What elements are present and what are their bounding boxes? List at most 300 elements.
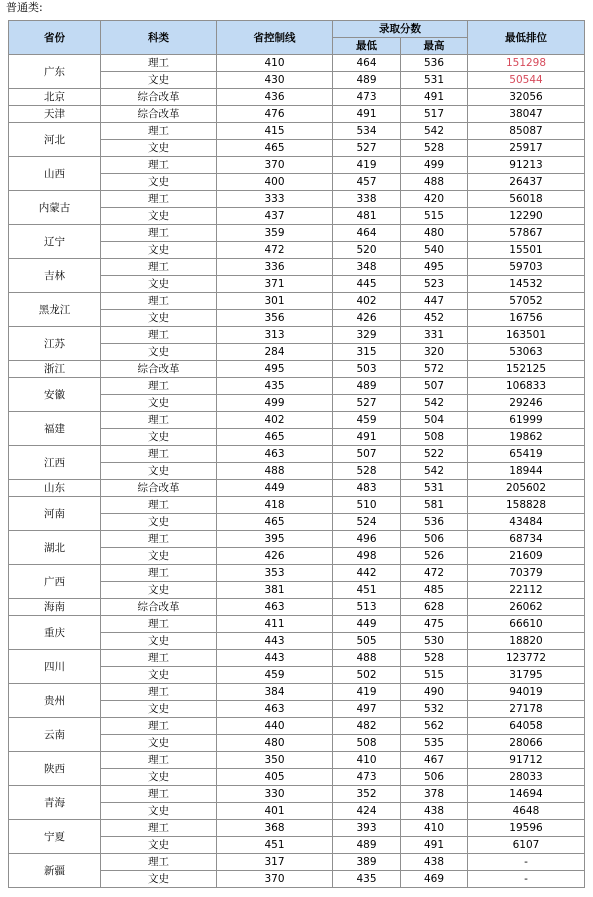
category-cell: 文史 (101, 276, 217, 293)
min-score-cell: 489 (333, 837, 401, 854)
min-rank-cell: 29246 (468, 395, 585, 412)
max-score-cell: 515 (401, 667, 468, 684)
category-cell: 文史 (101, 72, 217, 89)
max-score-cell: 526 (401, 548, 468, 565)
min-score-cell: 473 (333, 89, 401, 106)
min-score-cell: 527 (333, 140, 401, 157)
control-line-cell: 463 (217, 446, 333, 463)
min-score-cell: 449 (333, 616, 401, 633)
category-cell: 理工 (101, 225, 217, 242)
table-header (9, 21, 585, 55)
category-cell: 文史 (101, 548, 217, 565)
table-row (9, 480, 585, 497)
control-line-cell: 463 (217, 599, 333, 616)
category-cell: 理工 (101, 412, 217, 429)
max-score-cell: 331 (401, 327, 468, 344)
table-row (9, 157, 585, 174)
max-score-cell: 472 (401, 565, 468, 582)
control-line-cell: 463 (217, 701, 333, 718)
table-row (9, 786, 585, 803)
control-line-cell: 336 (217, 259, 333, 276)
control-line-cell: 480 (217, 735, 333, 752)
min-score-cell: 410 (333, 752, 401, 769)
control-line-cell: 353 (217, 565, 333, 582)
category-cell: 文史 (101, 803, 217, 820)
max-score-cell: 452 (401, 310, 468, 327)
table-row (9, 361, 585, 378)
min-rank-cell: 27178 (468, 701, 585, 718)
category-cell: 理工 (101, 820, 217, 837)
max-score-cell: 540 (401, 242, 468, 259)
control-line-cell: 401 (217, 803, 333, 820)
min-score-cell: 488 (333, 650, 401, 667)
min-score-cell: 459 (333, 412, 401, 429)
province-cell: 安徽 (9, 378, 101, 412)
min-rank-cell: 15501 (468, 242, 585, 259)
category-cell: 文史 (101, 871, 217, 888)
min-rank-cell: 6107 (468, 837, 585, 854)
province-cell: 江西 (9, 446, 101, 480)
min-score-cell: 505 (333, 633, 401, 650)
category-cell: 文史 (101, 582, 217, 599)
control-line-cell: 449 (217, 480, 333, 497)
min-rank-cell: 43484 (468, 514, 585, 531)
category-cell: 文史 (101, 769, 217, 786)
control-line-cell: 370 (217, 157, 333, 174)
min-rank-cell: 64058 (468, 718, 585, 735)
table-row (9, 225, 585, 242)
max-score-cell: 536 (401, 55, 468, 72)
min-rank-cell: 152125 (468, 361, 585, 378)
min-rank-cell: 53063 (468, 344, 585, 361)
max-score-cell: 531 (401, 480, 468, 497)
category-cell: 理工 (101, 565, 217, 582)
control-line-cell: 418 (217, 497, 333, 514)
header-category: 科类 (101, 21, 217, 55)
category-cell: 理工 (101, 157, 217, 174)
table-row (9, 820, 585, 837)
min-score-cell: 464 (333, 55, 401, 72)
min-rank-cell: 22112 (468, 582, 585, 599)
control-line-cell: 330 (217, 786, 333, 803)
province-cell: 辽宁 (9, 225, 101, 259)
category-cell: 综合改革 (101, 480, 217, 497)
max-score-cell: 485 (401, 582, 468, 599)
max-score-cell: 467 (401, 752, 468, 769)
control-line-cell: 371 (217, 276, 333, 293)
min-score-cell: 508 (333, 735, 401, 752)
table-row (9, 327, 585, 344)
min-rank-cell: 26062 (468, 599, 585, 616)
header-admission-scores: 录取分数 (333, 21, 468, 38)
table-row (9, 123, 585, 140)
max-score-cell: 628 (401, 599, 468, 616)
table-row (9, 293, 585, 310)
min-rank-cell: 85087 (468, 123, 585, 140)
category-cell: 理工 (101, 531, 217, 548)
province-cell: 云南 (9, 718, 101, 752)
control-line-cell: 436 (217, 89, 333, 106)
max-score-cell: 531 (401, 72, 468, 89)
min-rank-cell: 28066 (468, 735, 585, 752)
control-line-cell: 426 (217, 548, 333, 565)
max-score-cell: 572 (401, 361, 468, 378)
table-row (9, 378, 585, 395)
control-line-cell: 317 (217, 854, 333, 871)
table-body (9, 55, 585, 888)
control-line-cell: 499 (217, 395, 333, 412)
category-cell: 综合改革 (101, 361, 217, 378)
table-row (9, 259, 585, 276)
min-rank-cell: 70379 (468, 565, 585, 582)
min-score-cell: 451 (333, 582, 401, 599)
max-score-cell: 536 (401, 514, 468, 531)
category-cell: 理工 (101, 752, 217, 769)
category-cell: 文史 (101, 140, 217, 157)
province-cell: 广东 (9, 55, 101, 89)
min-rank-cell: 68734 (468, 531, 585, 548)
max-score-cell: 488 (401, 174, 468, 191)
control-line-cell: 400 (217, 174, 333, 191)
min-score-cell: 496 (333, 531, 401, 548)
min-score-cell: 510 (333, 497, 401, 514)
control-line-cell: 443 (217, 633, 333, 650)
category-cell: 文史 (101, 208, 217, 225)
category-cell: 文史 (101, 667, 217, 684)
table-row (9, 531, 585, 548)
max-score-cell: 438 (401, 854, 468, 871)
table-row (9, 497, 585, 514)
category-cell: 文史 (101, 735, 217, 752)
table-row (9, 89, 585, 106)
min-rank-cell: 91213 (468, 157, 585, 174)
province-cell: 重庆 (9, 616, 101, 650)
min-rank-cell: 56018 (468, 191, 585, 208)
header-min-score: 最低 (333, 38, 401, 55)
category-cell: 文史 (101, 514, 217, 531)
control-line-cell: 430 (217, 72, 333, 89)
min-score-cell: 419 (333, 157, 401, 174)
control-line-cell: 465 (217, 429, 333, 446)
category-cell: 文史 (101, 174, 217, 191)
max-score-cell: 523 (401, 276, 468, 293)
max-score-cell: 491 (401, 89, 468, 106)
category-cell: 文史 (101, 701, 217, 718)
max-score-cell: 562 (401, 718, 468, 735)
max-score-cell: 530 (401, 633, 468, 650)
max-score-cell: 517 (401, 106, 468, 123)
min-score-cell: 352 (333, 786, 401, 803)
min-rank-cell: 57052 (468, 293, 585, 310)
min-score-cell: 482 (333, 718, 401, 735)
max-score-cell: 491 (401, 837, 468, 854)
min-score-cell: 424 (333, 803, 401, 820)
category-cell: 理工 (101, 718, 217, 735)
category-cell: 综合改革 (101, 106, 217, 123)
min-rank-cell: 25917 (468, 140, 585, 157)
header-province: 省份 (9, 21, 101, 55)
min-score-cell: 481 (333, 208, 401, 225)
category-cell: 理工 (101, 497, 217, 514)
min-rank-cell: 50544 (468, 72, 585, 89)
min-rank-cell: 26437 (468, 174, 585, 191)
min-score-cell: 497 (333, 701, 401, 718)
category-cell: 理工 (101, 55, 217, 72)
control-line-cell: 437 (217, 208, 333, 225)
min-score-cell: 435 (333, 871, 401, 888)
category-cell: 文史 (101, 429, 217, 446)
category-cell: 文史 (101, 344, 217, 361)
control-line-cell: 395 (217, 531, 333, 548)
category-cell: 理工 (101, 684, 217, 701)
control-line-cell: 488 (217, 463, 333, 480)
max-score-cell: 528 (401, 650, 468, 667)
min-score-cell: 464 (333, 225, 401, 242)
max-score-cell: 508 (401, 429, 468, 446)
province-cell: 河南 (9, 497, 101, 531)
min-rank-cell: 12290 (468, 208, 585, 225)
min-rank-cell: 4648 (468, 803, 585, 820)
max-score-cell: 480 (401, 225, 468, 242)
min-rank-cell: 31795 (468, 667, 585, 684)
min-score-cell: 442 (333, 565, 401, 582)
category-cell: 文史 (101, 633, 217, 650)
min-rank-cell: 163501 (468, 327, 585, 344)
province-cell: 河北 (9, 123, 101, 157)
min-score-cell: 389 (333, 854, 401, 871)
min-rank-cell: 205602 (468, 480, 585, 497)
section-caption: 普通类: (6, 1, 43, 14)
control-line-cell: 440 (217, 718, 333, 735)
admission-scores-table (8, 20, 585, 888)
min-score-cell: 520 (333, 242, 401, 259)
control-line-cell: 405 (217, 769, 333, 786)
control-line-cell: 370 (217, 871, 333, 888)
min-rank-cell: 18820 (468, 633, 585, 650)
category-cell: 理工 (101, 191, 217, 208)
control-line-cell: 415 (217, 123, 333, 140)
control-line-cell: 472 (217, 242, 333, 259)
min-score-cell: 524 (333, 514, 401, 531)
min-rank-cell: 66610 (468, 616, 585, 633)
max-score-cell: 490 (401, 684, 468, 701)
max-score-cell: 447 (401, 293, 468, 310)
table-row (9, 446, 585, 463)
control-line-cell: 495 (217, 361, 333, 378)
control-line-cell: 443 (217, 650, 333, 667)
min-rank-cell: 91712 (468, 752, 585, 769)
max-score-cell: 542 (401, 395, 468, 412)
min-score-cell: 507 (333, 446, 401, 463)
min-score-cell: 402 (333, 293, 401, 310)
province-cell: 内蒙古 (9, 191, 101, 225)
category-cell: 理工 (101, 650, 217, 667)
max-score-cell: 499 (401, 157, 468, 174)
control-line-cell: 359 (217, 225, 333, 242)
table-row (9, 718, 585, 735)
max-score-cell: 504 (401, 412, 468, 429)
control-line-cell: 384 (217, 684, 333, 701)
min-rank-cell: 151298 (468, 55, 585, 72)
control-line-cell: 465 (217, 514, 333, 531)
max-score-cell: 378 (401, 786, 468, 803)
table-row (9, 55, 585, 72)
header-control-line: 省控制线 (217, 21, 333, 55)
min-score-cell: 502 (333, 667, 401, 684)
province-cell: 吉林 (9, 259, 101, 293)
control-line-cell: 402 (217, 412, 333, 429)
category-cell: 文史 (101, 395, 217, 412)
min-rank-cell: 61999 (468, 412, 585, 429)
category-cell: 理工 (101, 259, 217, 276)
min-score-cell: 527 (333, 395, 401, 412)
min-score-cell: 489 (333, 72, 401, 89)
max-score-cell: 515 (401, 208, 468, 225)
control-line-cell: 459 (217, 667, 333, 684)
category-cell: 综合改革 (101, 599, 217, 616)
control-line-cell: 333 (217, 191, 333, 208)
province-cell: 浙江 (9, 361, 101, 378)
min-score-cell: 419 (333, 684, 401, 701)
min-rank-cell: 21609 (468, 548, 585, 565)
category-cell: 理工 (101, 446, 217, 463)
table-row (9, 684, 585, 701)
province-cell: 海南 (9, 599, 101, 616)
category-cell: 文史 (101, 310, 217, 327)
max-score-cell: 438 (401, 803, 468, 820)
max-score-cell: 475 (401, 616, 468, 633)
min-score-cell: 534 (333, 123, 401, 140)
min-rank-cell: 19862 (468, 429, 585, 446)
province-cell: 广西 (9, 565, 101, 599)
control-line-cell: 301 (217, 293, 333, 310)
province-cell: 新疆 (9, 854, 101, 888)
min-score-cell: 315 (333, 344, 401, 361)
table-row (9, 854, 585, 871)
max-score-cell: 581 (401, 497, 468, 514)
max-score-cell: 507 (401, 378, 468, 395)
category-cell: 理工 (101, 327, 217, 344)
max-score-cell: 420 (401, 191, 468, 208)
table-row (9, 191, 585, 208)
min-score-cell: 393 (333, 820, 401, 837)
province-cell: 天津 (9, 106, 101, 123)
min-score-cell: 426 (333, 310, 401, 327)
min-rank-cell: 19596 (468, 820, 585, 837)
max-score-cell: 535 (401, 735, 468, 752)
control-line-cell: 435 (217, 378, 333, 395)
min-rank-cell: 38047 (468, 106, 585, 123)
control-line-cell: 313 (217, 327, 333, 344)
province-cell: 福建 (9, 412, 101, 446)
category-cell: 理工 (101, 854, 217, 871)
province-cell: 北京 (9, 89, 101, 106)
control-line-cell: 368 (217, 820, 333, 837)
control-line-cell: 381 (217, 582, 333, 599)
min-score-cell: 483 (333, 480, 401, 497)
min-score-cell: 457 (333, 174, 401, 191)
min-rank-cell: 32056 (468, 89, 585, 106)
min-score-cell: 491 (333, 429, 401, 446)
control-line-cell: 411 (217, 616, 333, 633)
min-rank-cell: 94019 (468, 684, 585, 701)
province-cell: 江苏 (9, 327, 101, 361)
province-cell: 山西 (9, 157, 101, 191)
province-cell: 湖北 (9, 531, 101, 565)
min-rank-cell: 106833 (468, 378, 585, 395)
min-rank-cell: - (468, 854, 585, 871)
table-row (9, 412, 585, 429)
max-score-cell: 542 (401, 463, 468, 480)
category-cell: 理工 (101, 293, 217, 310)
min-score-cell: 513 (333, 599, 401, 616)
min-rank-cell: 65419 (468, 446, 585, 463)
table-row (9, 616, 585, 633)
min-rank-cell: 59703 (468, 259, 585, 276)
control-line-cell: 410 (217, 55, 333, 72)
max-score-cell: 506 (401, 769, 468, 786)
category-cell: 综合改革 (101, 89, 217, 106)
table-row (9, 565, 585, 582)
category-cell: 理工 (101, 378, 217, 395)
category-cell: 理工 (101, 123, 217, 140)
province-cell: 四川 (9, 650, 101, 684)
max-score-cell: 469 (401, 871, 468, 888)
min-rank-cell: - (468, 871, 585, 888)
min-rank-cell: 14694 (468, 786, 585, 803)
category-cell: 理工 (101, 616, 217, 633)
max-score-cell: 506 (401, 531, 468, 548)
category-cell: 文史 (101, 242, 217, 259)
province-cell: 宁夏 (9, 820, 101, 854)
min-score-cell: 329 (333, 327, 401, 344)
table-row (9, 752, 585, 769)
max-score-cell: 495 (401, 259, 468, 276)
min-rank-cell: 123772 (468, 650, 585, 667)
province-cell: 山东 (9, 480, 101, 497)
category-cell: 文史 (101, 837, 217, 854)
min-score-cell: 491 (333, 106, 401, 123)
province-cell: 陕西 (9, 752, 101, 786)
max-score-cell: 528 (401, 140, 468, 157)
control-line-cell: 356 (217, 310, 333, 327)
min-score-cell: 445 (333, 276, 401, 293)
min-score-cell: 503 (333, 361, 401, 378)
min-score-cell: 338 (333, 191, 401, 208)
min-score-cell: 498 (333, 548, 401, 565)
min-score-cell: 473 (333, 769, 401, 786)
control-line-cell: 465 (217, 140, 333, 157)
province-cell: 贵州 (9, 684, 101, 718)
min-score-cell: 528 (333, 463, 401, 480)
control-line-cell: 476 (217, 106, 333, 123)
max-score-cell: 542 (401, 123, 468, 140)
header-max-score: 最高 (401, 38, 468, 55)
province-cell: 黑龙江 (9, 293, 101, 327)
control-line-cell: 284 (217, 344, 333, 361)
table-row (9, 599, 585, 616)
category-cell: 文史 (101, 463, 217, 480)
max-score-cell: 410 (401, 820, 468, 837)
min-rank-cell: 158828 (468, 497, 585, 514)
max-score-cell: 320 (401, 344, 468, 361)
min-rank-cell: 14532 (468, 276, 585, 293)
table-row (9, 106, 585, 123)
max-score-cell: 532 (401, 701, 468, 718)
min-rank-cell: 16756 (468, 310, 585, 327)
category-cell: 理工 (101, 786, 217, 803)
min-score-cell: 348 (333, 259, 401, 276)
